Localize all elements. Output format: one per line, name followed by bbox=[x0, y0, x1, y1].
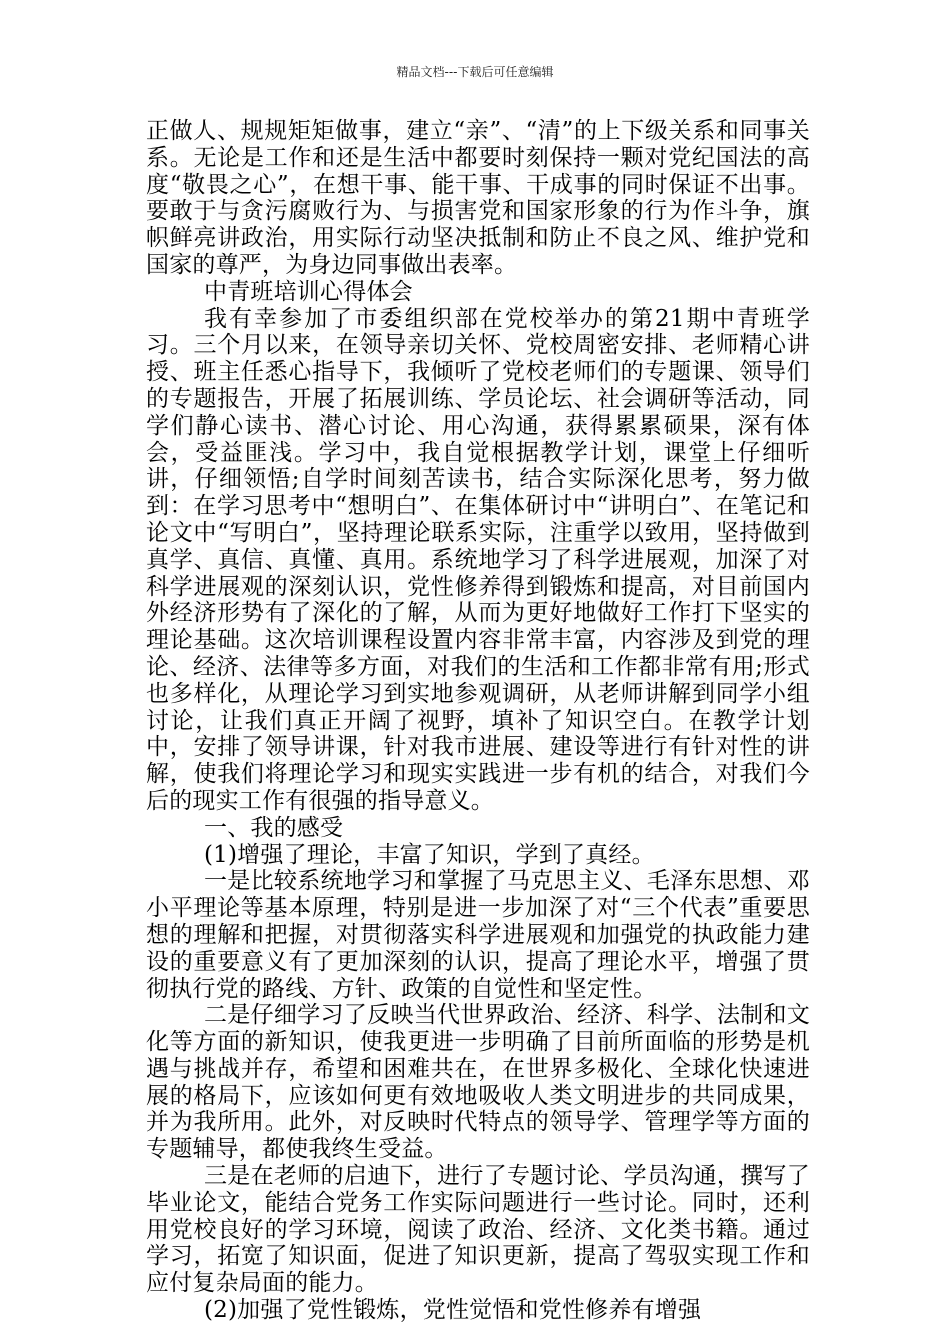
subheading-2: (2)加强了党性锻炼，党性觉悟和党性修养有增强 bbox=[204, 1297, 702, 1324]
paragraph-point-three: 三是在老师的启迪下，进行了专题讨论、学员沟通，撰写了毕业论文，能结合党务工作实际问题进行一些讨论。同时，还利用党校良好的学习环境，阅读了政治、经济、文化类书籍。通过学习，拓宽了知识面，促进了知识更新，提高了驾驭实现工作和应付复杂局面的能力。 bbox=[146, 1163, 810, 1297]
paragraph-intro-continuation: 正做人、规规矩矩做事，建立“亲”、“清”的上下级关系和同事关系。无论是工作和还是生活中都要时刻保持一颗对党纪国法的高度“敬畏之心”，在想干事、能干事、干成事的同时保证不出事。要敢于与贪污腐败行为、与损害党和国家形象的行为作斗争，旗帜鲜亮讲政治，用实际行动坚决抵制和防止不良之风、维护党和国家的尊严，为身边同事做出表率。 bbox=[146, 118, 810, 278]
paragraph-point-two: 二是仔细学习了反映当代世界政治、经济、科学、法制和文化等方面的新知识，使我更进一步明确了目前所面临的形势是机遇与挑战并存，希望和困难共在，在世界多极化、全球化快速进展的格局下，应该如何更有效地吸收人类文明进步的共同成果，并为我所用。此外，对反映时代特点的领导学、管理学等方面的专题辅导，都使我终生受益。 bbox=[146, 1002, 810, 1163]
paragraph-point-one: 一是比较系统地学习和掌握了马克思主义、毛泽东思想、邓小平理论等基本原理，特别是进一步加深了对“三个代表”重要思想的理解和把握，对贯彻落实科学进展观和加强党的执政能力建设的重要意义有了更加深刻的认识，提高了理论水平，增强了贯彻执行党的路线、方针、政策的自觉性和坚定性。 bbox=[146, 868, 810, 1002]
page-header: 精品文档---下载后可任意编辑 bbox=[396, 65, 554, 79]
section-title: 中青班培训心得体会 bbox=[204, 278, 413, 305]
subheading-1: (1)增强了理论，丰富了知识，学到了真经。 bbox=[204, 841, 655, 868]
document-body bbox=[146, 118, 810, 1324]
paragraph-overview: 我有幸参加了市委组织部在党校举办的第21期中青班学习。三个月以来，在领导亲切关怀、党校周密安排、老师精心讲授、班主任悉心指导下，我倾听了党校老师们的专题课、领导们的专题报告，开展了拓展训练、学员论坛、社会调研等活动，同学们静心读书、潜心讨论、用心沟通，获得累累硕果，深有体会，受益匪浅。学习中，我自觉根据教学计划，课堂上仔细听讲，仔细领悟;自学时间刻苦读书，结合实际深化思考，努力做到：在学习思考中“想明白”、在集体研讨中“讲明白”、在笔记和论文中“写明白”，坚持理论联系实际，注重学以致用，坚持做到真学、真信、真懂、真用。系统地学习了科学进展观，加深了对科学进展观的深刻认识，党性修养得到锻炼和提高，对目前国内外经济形势有了深化的了解，从而为更好地做好工作打下坚实的理论基础。这次培训课程设置内容非常丰富，内容涉及到党的理论、经济、法律等多方面，对我们的生活和工作都非常有用;形式也多样化，从理论学习到实地参观调研，从老师讲解到同学小组讨论，让我们真正开阔了视野，填补了知识空白。在教学计划中，安排了领导讲课，针对我市进展、建设等进行有针对性的讲解，使我们将理论学习和现实实践进一步有机的结合，对我们今后的现实工作有很强的指导意义。 bbox=[146, 305, 810, 814]
heading-my-feelings: 一、我的感受 bbox=[204, 814, 344, 841]
